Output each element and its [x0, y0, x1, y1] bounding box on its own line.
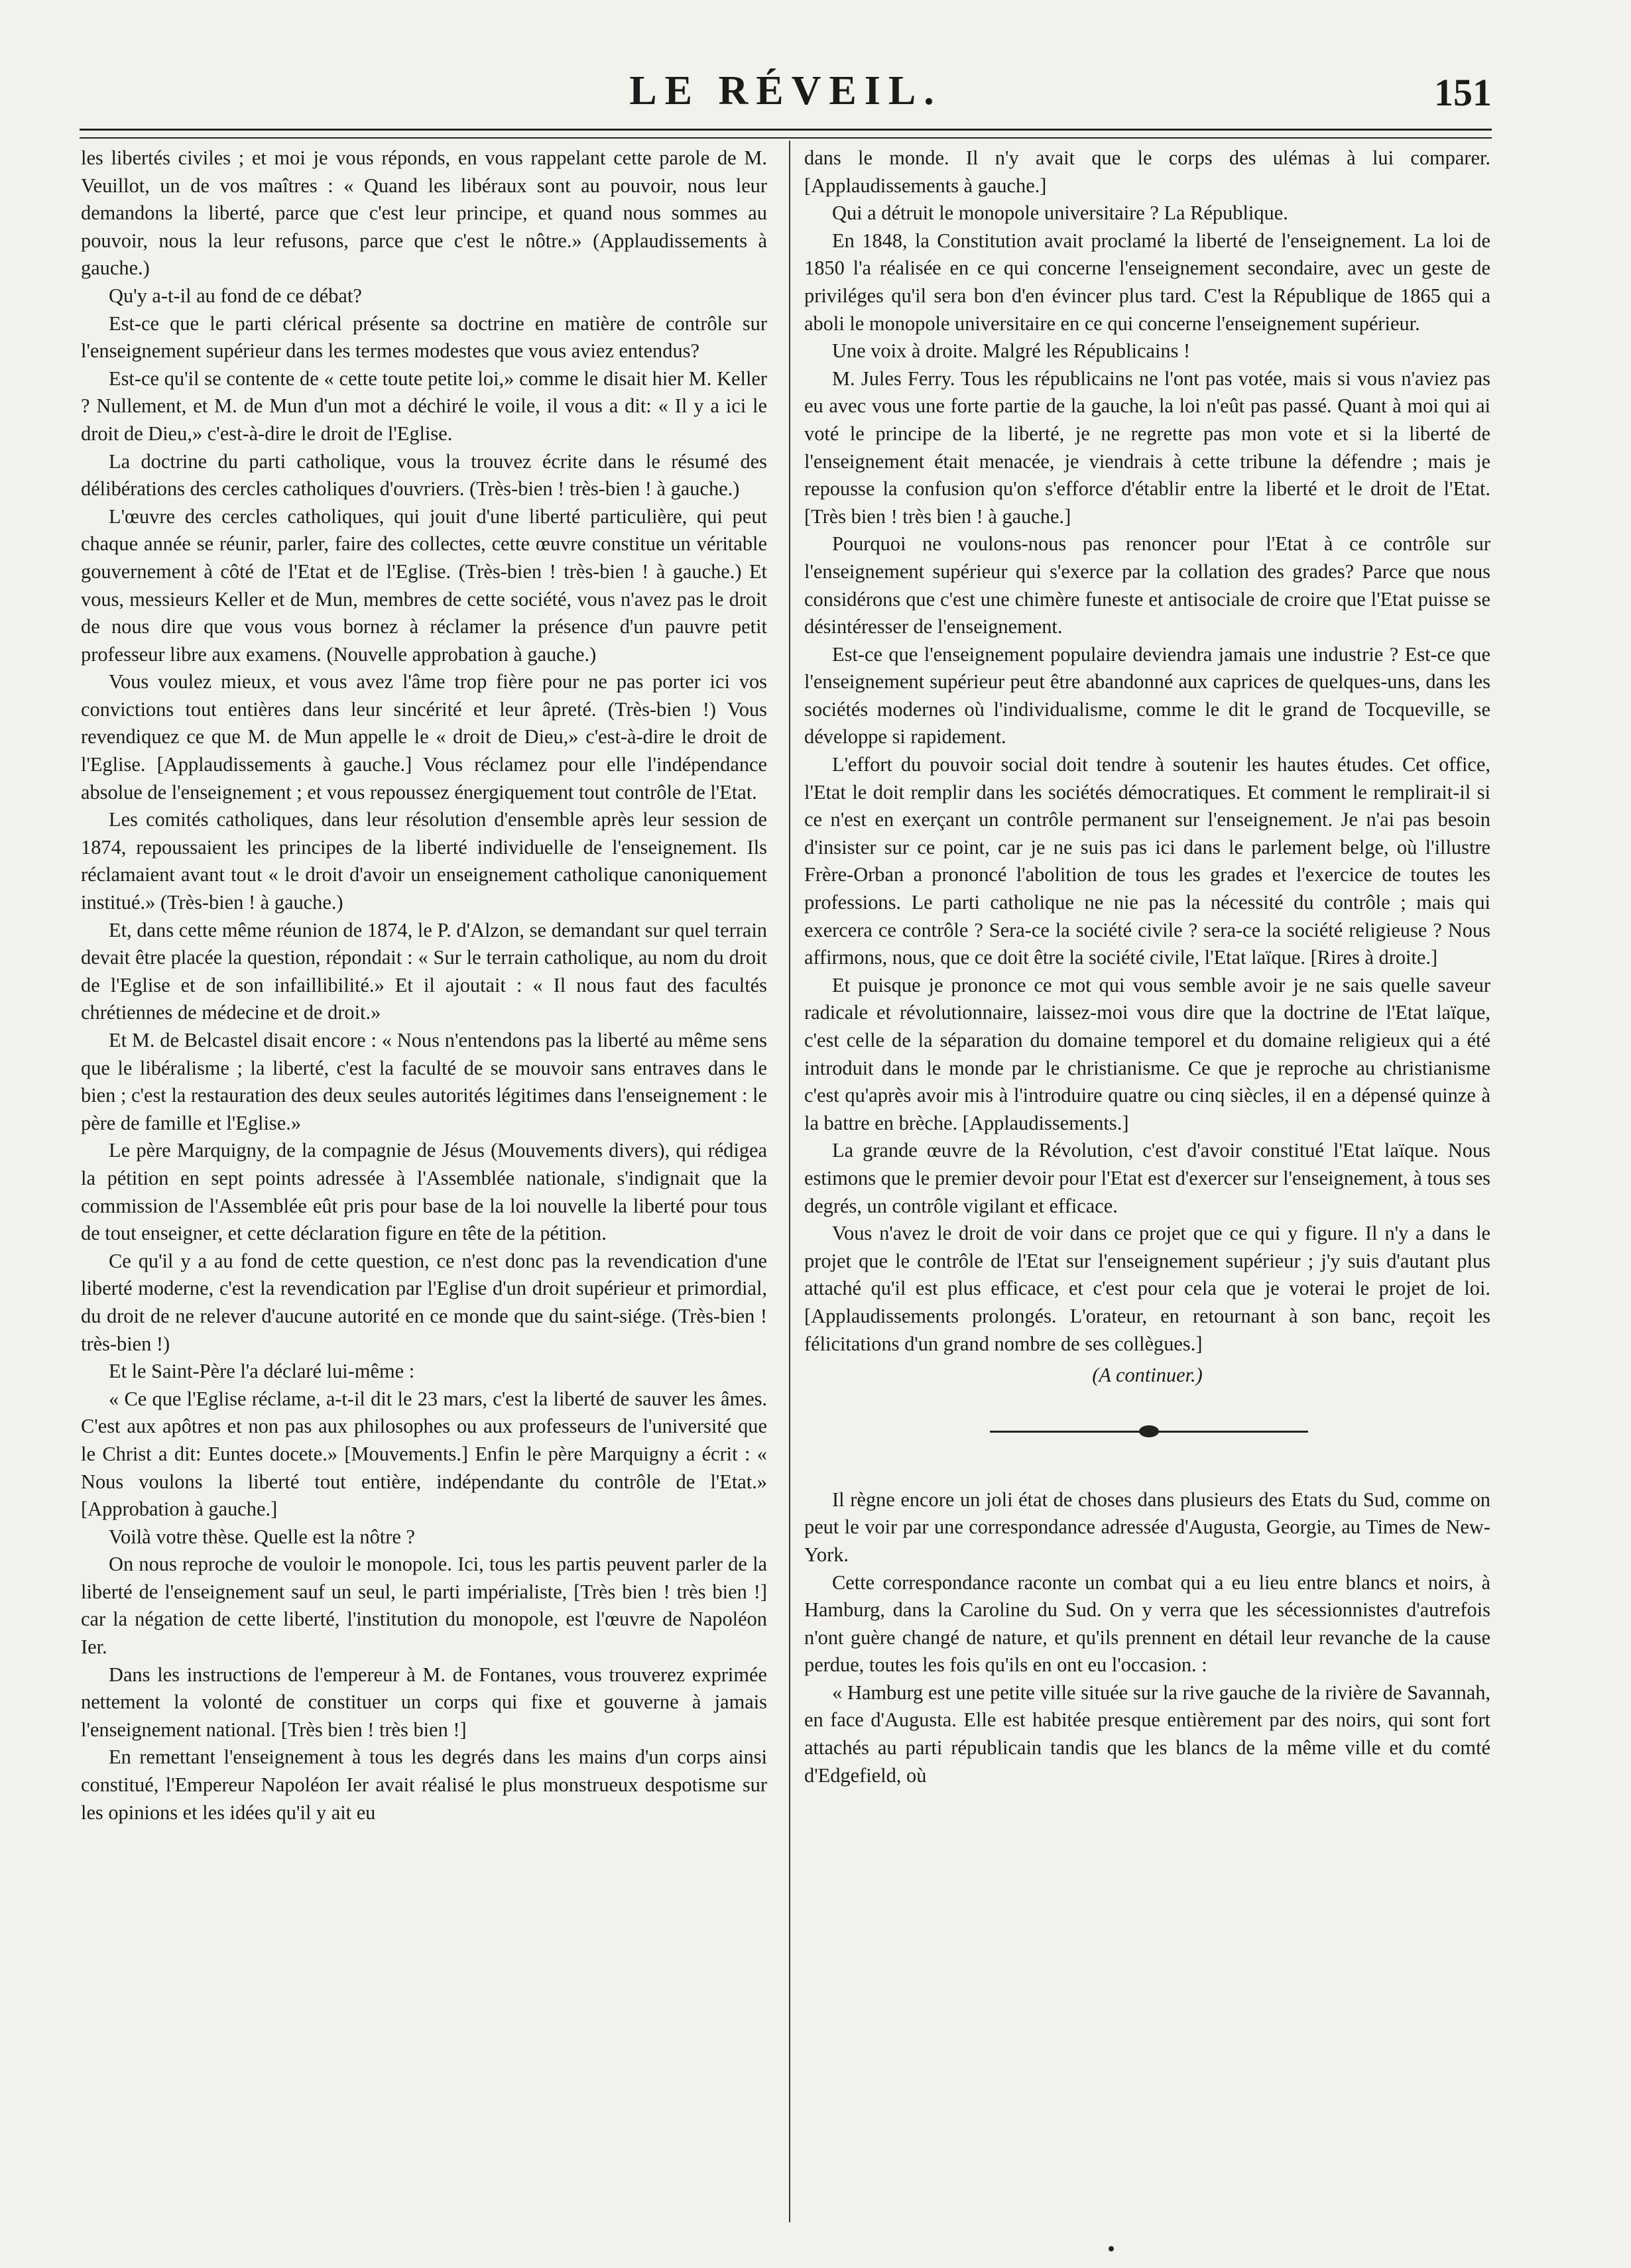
- right-column-paragraph: Qui a détruit le monopole universitaire ? La République.: [832, 202, 1288, 225]
- right-column-paragraph: En 1848, la Constitution avait proclamé la liberté de l'enseignement. La loi de 1850 l'a réalisée en ce qui concerne l'enseignement secondaire, avec un geste de priviléges qu'il sera bon d'en évincer plus tard. C'est la République de 1865 qui a aboli le monopole universitaire en ce qui concerne l'enseignement supérieur.: [804, 229, 1490, 335]
- article-paragraph: Cette correspondance raconte un combat qui a eu lieu entre blancs et noirs, à Hamburg, dans la Caroline du Sud. On y verra que les sécessionnistes d'autrefois n'ont guère changé de nature, et qu'ils prennent en détail leur revanche de la cause perdue, toutes les fois qu'ils en ont eu l'occasion. :: [804, 1571, 1490, 1677]
- right-column-paragraph: Pourquoi ne voulons-nous pas renoncer pour l'Etat à ce contrôle sur l'enseignement supérieur qui s'exerce par la collation des grades? Parce que nous considérons que c'est une chimère funeste et antisociale de croire que l'Etat puisse se désintéresser de l'enseignement.: [804, 532, 1490, 638]
- left-column-paragraph: Les comités catholiques, dans leur résolution d'ensemble après leur session de 1874, repoussaient les principes de la liberté individuelle de l'enseignement. Ils réclamaient avant tout « le droit d'avoir un enseignement catholique canoniquement institué.» (Très-bien ! à gauche.): [81, 808, 767, 914]
- separator-dot: [1139, 1425, 1159, 1437]
- left-column-paragraph: Et le Saint-Père l'a déclaré lui-même :: [109, 1360, 415, 1383]
- right-column-paragraph: Une voix à droite. Malgré les Républicains !: [832, 339, 1191, 363]
- left-column-paragraph: Et, dans cette même réunion de 1874, le P. d'Alzon, se demandant sur quel terrain devait être placée la question, répondait : « Sur le terrain catholique, au nom du droit de l'Eglise et de son infaillibilité.» Et il ajoutait : « Il nous faut des facultés chrétiennes de médecine et de droit.»: [81, 918, 767, 1024]
- header-rule: [80, 129, 1492, 139]
- left-column-paragraph: Est-ce que le parti clérical présente sa doctrine en matière de contrôle sur l'enseignement supérieur dans les termes modestes que vous aviez entendus?: [81, 312, 767, 363]
- column-divider: [789, 141, 790, 2222]
- left-column-paragraph: En remettant l'enseignement à tous les degrés dans les mains d'un corps ainsi constitué, l'Empereur Napoléon Ier avait réalisé le plus monstrueux despotisme sur les opinions et les idées qu'il y ait eu: [81, 1746, 767, 1824]
- left-column-paragraph: Et M. de Belcastel disait encore : « Nous n'entendons pas la liberté au même sens que le libéralisme ; la liberté, c'est la faculté de se mouvoir sans entraves dans le bien ; c'est la restauration des deux seules autorités légitimes dans l'enseignement : le père de famille et l'Eglise.»: [81, 1029, 767, 1134]
- left-column-paragraph: Ce qu'il y a au fond de cette question, ce n'est donc pas la revendication d'une liberté moderne, c'est la revendication par l'Eglise d'un droit supérieur et primordial, du droit de ne relever d'aucune autorité en ce monde que du saint-siége. (Très-bien ! très-bien !): [81, 1249, 767, 1355]
- right-column-paragraph: Et puisque je prononce ce mot qui vous semble avoir je ne sais quelle saveur radicale et révolutionnaire, laissez-moi vous dire que la doctrine de l'Etat laïque, c'est celle de la séparation du domaine temporel et du domaine religieux qui a été introduit dans le monde par le christianisme. Ce que je reproche au christianisme c'est qu'après avoir mis à l'introduire quatre ou cinq siècles, il en a dépensé quinze à la battre en brèche. [Applaudissements.]: [804, 973, 1490, 1134]
- left-column-paragraph: Voilà votre thèse. Quelle est la nôtre ?: [109, 1525, 415, 1548]
- left-column-paragraph: La doctrine du parti catholique, vous la trouvez écrite dans le résumé des délibérations des cercles catholiques d'ouvriers. (Très-bien ! très-bien ! à gauche.): [81, 449, 767, 501]
- left-column-paragraph: Vous voulez mieux, et vous avez l'âme trop fière pour ne pas porter ici vos convictions tout entières dans leur sincérité et leur âpreté. (Très-bien !) Vous revendiquez ce que M. de Mun appelle le « droit de Dieu,» c'est-à-dire le droit de l'Eglise. [Applaudissements à gauche.] Vous réclamez pour elle l'indépendance absolue de l'enseignement ; et vous repoussez énergiquement tout contrôle de l'Etat.: [81, 670, 767, 804]
- section-separator-ornament: [804, 1408, 1490, 1455]
- left-column-paragraph: Est-ce qu'il se contente de « cette toute petite loi,» comme le disait hier M. Keller ? Nullement, et M. de Mun d'un mot a déchiré le voile, il vous a dit: « Il y a ici le droit de Dieu,» c'est-à-dire le droit de l'Eglise.: [81, 367, 767, 445]
- print-mark: [1109, 2246, 1114, 2251]
- speech-continuation-text: [804, 145, 1490, 1358]
- right-column: [804, 145, 1490, 2213]
- left-column-paragraph: « Ce que l'Eglise réclame, a-t-il dit le 23 mars, c'est la liberté de sauver les âmes. C'est aux apôtres et non pas aux philosophes ou aux professeurs de l'université que le Christ a dit: Euntes docete.» [Mouvements.] Enfin le père Marquigny a écrit : « Nous voulons la liberté tout entière, indépendante du contrôle de l'Etat.» [Approbation à gauche.]: [81, 1387, 767, 1521]
- left-column-paragraph: On nous reproche de vouloir le monopole. Ici, tous les partis peuvent parler de la liberté de l'enseignement sauf un seul, le parti impérialiste, [Très bien ! très bien !] car la négation de cette liberté, l'institution du monopole, est l'œuvre de Napoléon Ier.: [81, 1553, 767, 1659]
- left-column-paragraph: les libertés civiles ; et moi je vous réponds, en vous rappelant cette parole de M. Veuillot, un de vos maîtres : « Quand les libéraux sont au pouvoir, nous leur demandons la liberté, parce que c'est leur principe, et quand nous sommes au pouvoir, nous la leur refusons, parce que c'est le nôtre.» (Applaudissements à gauche.): [81, 147, 767, 280]
- left-column-paragraph: Le père Marquigny, de la compagnie de Jésus (Mouvements divers), qui rédigea la pétition en sept points adressée à l'Assemblée nationale, s'indignait que la commission de l'Assemblée eût pris pour base de la loi nouvelle la liberté pour tous de tout enseigner, et cette déclaration figure en tête de la pétition.: [81, 1139, 767, 1245]
- right-column-paragraph: Vous n'avez le droit de voir dans ce projet que ce qui y figure. Il n'y a dans le projet que le contrôle de l'Etat sur l'enseignement supérieur ; j'y suis d'autant plus attaché qu'il est plus efficace, et c'est pour cela que je voterai le projet de loi. [Applaudissements prolongés. L'orateur, en retournant à son banc, reçoit les félicitations d'un grand nombre de ses collègues.]: [804, 1222, 1490, 1355]
- hamburg-article-text: [804, 1486, 1490, 1790]
- left-column-paragraph: Dans les instructions de l'empereur à M. de Fontanes, vous trouverez exprimée nettement la volonté de constituer un corps qui fixe et gouverne à jamais l'enseignement national. [Très bien ! très bien !]: [81, 1663, 767, 1741]
- masthead: [80, 64, 1492, 123]
- right-column-paragraph: dans le monde. Il n'y avait que le corps des ulémas à lui comparer. [Applaudissements à gauche.]: [804, 147, 1490, 197]
- left-column-paragraph: Qu'y a-t-il au fond de ce débat?: [109, 284, 362, 307]
- newspaper-title: LE RÉVEIL.: [629, 68, 942, 113]
- left-column: [81, 145, 767, 2213]
- right-column-paragraph: Est-ce que l'enseignement populaire deviendra jamais une industrie ? Est-ce que l'enseignement supérieur peut être abandonné aux caprices de quelques-uns, dans les sociétés modernes où l'individualisme, comme le dit le grand de Tocqueville, se développe si rapidement.: [804, 642, 1490, 748]
- right-column-paragraph: La grande œuvre de la Révolution, c'est d'avoir constitué l'Etat laïque. Nous estimons que le premier devoir pour l'Etat est d'exercer sur l'enseignement, à tous ses degrés, un contrôle vigilant et efficace.: [804, 1139, 1490, 1217]
- page-number: 151: [1434, 71, 1492, 114]
- article-paragraph: Il règne encore un joli état de choses dans plusieurs des Etats du Sud, comme on peut le voir par une correspondance adressée d'Augusta, Georgie, au Times de New-York.: [804, 1488, 1490, 1566]
- continuation-note: (A continuer.): [1092, 1364, 1203, 1387]
- article-paragraph: « Hamburg est une petite ville située sur la rive gauche de la rivière de Savannah, en face d'Augusta. Elle est habitée presque entièrement par des noirs, qui sont fort attachés au parti républicain tandis que les blancs de la même ville et du comté d'Edgefield, où: [804, 1681, 1490, 1787]
- left-column-paragraph: L'œuvre des cercles catholiques, qui jouit d'une liberté particulière, qui peut chaque année se réunir, parler, faire des collectes, cette œuvre constitue un véritable gouvernement à côté de l'Etat et de l'Eglise. (Très-bien ! très-bien ! à gauche.) Et vous, messieurs Keller et de Mun, membres de cette société, vous n'avez pas le droit de nous dire que vous vous bornez à réclamer la présence d'un pauvre petit professeur libre aux examens. (Nouvelle approbation à gauche.): [81, 505, 767, 666]
- right-column-paragraph: M. Jules Ferry. Tous les républicains ne l'ont pas votée, mais si vous n'aviez pas eu avec vous une forte partie de la gauche, la loi n'eût pas passé. Quant à moi qui ai voté le principe de la liberté, je ne regrette pas mon vote et si la liberté de l'enseignement était menacée, je viendrais à cette tribune la défendre ; mais je repousse la confusion qu'on s'efforce d'établir entre la liberté et le droit de l'Etat. [Très bien ! très bien ! à gauche.]: [804, 367, 1490, 528]
- right-column-paragraph: L'effort du pouvoir social doit tendre à soutenir les hautes études. Cet office, l'Etat le doit remplir dans les sociétés démocratiques. Et comment le remplirait-il si ce n'est en exerçant un contrôle permanent sur l'enseignement. Je n'ai pas besoin d'insister sur ce point, car je ne suis pas ici dans le parlement belge, où l'illustre Frère-Orban a prononcé l'abolition de tous les grades et l'exercice de toutes les professions. Le parti catholique ne nie pas la nécessité du contrôle ; mais qui exercera ce contrôle ? Sera-ce la société civile ? sera-ce la société religieuse ? Nous affirmons, nous, que ce doit être la société civile, l'Etat laïque. [Rires à droite.]: [804, 753, 1490, 969]
